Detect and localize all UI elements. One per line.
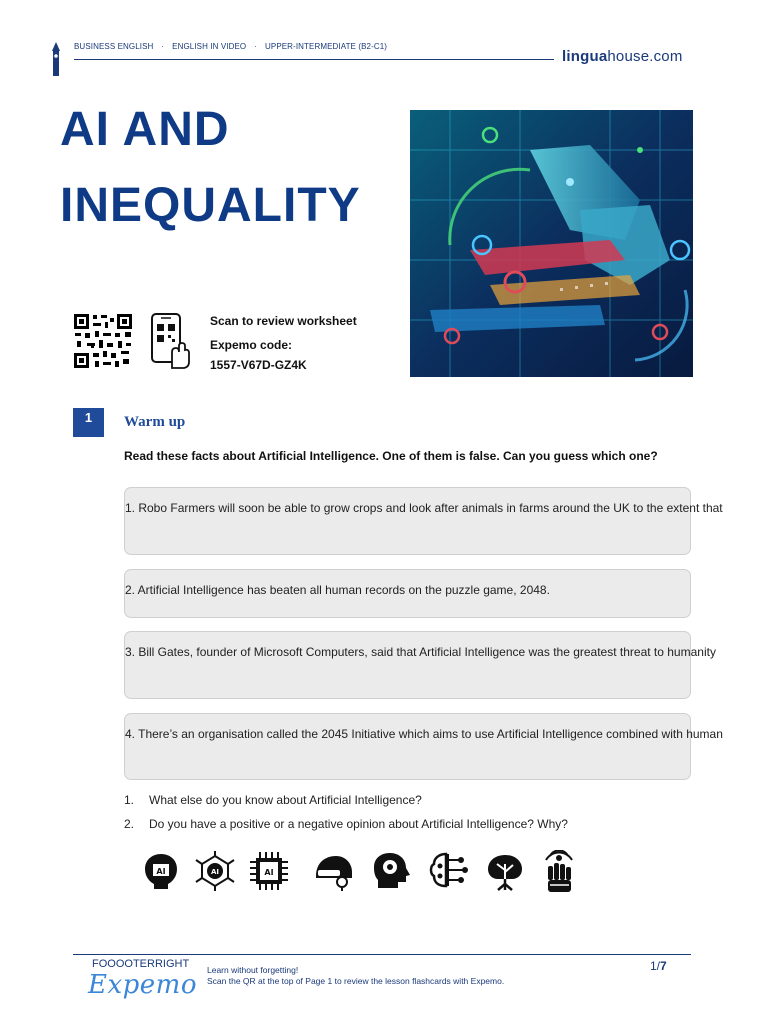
- page-current: 1/: [650, 959, 661, 973]
- big-ben-icon: [50, 42, 62, 76]
- robot-hand-icon: [538, 850, 580, 894]
- section-title: Warm up: [124, 414, 186, 430]
- breadcrumb-separator: ·: [254, 42, 257, 51]
- section-instruction: Read these facts about Artificial Intelligence. One of them is false. Can you guess which one?: [124, 449, 658, 463]
- head-gear-icon: [370, 850, 412, 892]
- footer-tagline: Learn without forgetting!: [207, 965, 299, 975]
- hero-image: [410, 110, 693, 377]
- breadcrumb-separator: ·: [161, 42, 165, 51]
- page-number: [650, 959, 667, 973]
- brand-rest: house.com: [607, 48, 683, 65]
- svg-text:AI: AI: [264, 868, 274, 877]
- question-text: What else do you know about Artificial Intelligence?: [149, 793, 422, 807]
- ai-network-icon: [194, 850, 236, 892]
- fact-box: [124, 631, 716, 699]
- title-line: AI AND: [60, 103, 230, 156]
- brand-logo[interactable]: [562, 48, 683, 65]
- footer-divider: [73, 954, 691, 955]
- breadcrumb-item[interactable]: ENGLISH IN VIDEO: [172, 42, 247, 51]
- robot-head-icon: [312, 850, 356, 892]
- circuit-brain-icon: [426, 850, 468, 892]
- page-total: 7: [660, 959, 667, 973]
- scan-info: [210, 311, 357, 375]
- fact-box: [124, 569, 691, 618]
- header-bar: [50, 38, 700, 68]
- breadcrumb-item[interactable]: BUSINESS ENGLISH: [74, 42, 154, 51]
- breadcrumb-item[interactable]: UPPER-INTERMEDIATE (B2-C1): [265, 42, 388, 51]
- fact-text: 3. Bill Gates, founder of Microsoft Computers, said that Artificial Intelligence was the greatest threat to humanity: [125, 645, 716, 659]
- expemo-code-label: Expemo code:: [210, 338, 293, 352]
- section-number: 1: [73, 408, 104, 437]
- question-number: 2.: [124, 817, 135, 831]
- fact-text: 4. There’s an organisation called the 2045 Initiative which aims to use Artificial Intelligence combined with human: [125, 727, 723, 741]
- footer-text: [207, 965, 547, 987]
- svg-text:AI: AI: [210, 868, 220, 876]
- page-title: [60, 92, 361, 244]
- qr-code-icon[interactable]: [73, 313, 133, 369]
- question-text: Do you have a positive or a negative opinion about Artificial Intelligence? Why?: [149, 817, 568, 831]
- tree-brain-icon: [484, 850, 526, 892]
- list-item: [124, 817, 568, 841]
- ai-icon-row: [140, 850, 580, 894]
- footer-copyright: FOOOOTERRIGHT: [92, 958, 190, 970]
- question-list: [124, 793, 568, 841]
- header-divider: [74, 59, 554, 60]
- footer-instruction: Scan the QR at the top of Page 1 to review the lesson flashcards with Expemo.: [207, 976, 505, 986]
- fact-box: [124, 487, 723, 555]
- breadcrumb: [74, 42, 387, 51]
- scan-caption: Scan to review worksheet: [210, 314, 357, 328]
- title-line: INEQUALITY: [60, 179, 361, 232]
- brand-bold: lingua: [562, 48, 608, 65]
- expemo-logo[interactable]: Expemo: [88, 970, 197, 1000]
- fact-text: 1. Robo Farmers will soon be able to grow crops and look after animals in farms around the UK to the extent that: [125, 501, 723, 515]
- ai-chip-icon: [248, 850, 290, 892]
- fact-text: 2. Artificial Intelligence has beaten all human records on the puzzle game, 2048.: [125, 583, 550, 597]
- list-item: [124, 793, 568, 817]
- question-number: 1.: [124, 793, 135, 807]
- expemo-code: 1557-V67D-GZ4K: [210, 358, 307, 372]
- fact-box: [124, 713, 723, 780]
- phone-scan-icon: [150, 312, 192, 370]
- svg-text:AI: AI: [156, 867, 166, 876]
- ai-brain-icon: [140, 850, 182, 892]
